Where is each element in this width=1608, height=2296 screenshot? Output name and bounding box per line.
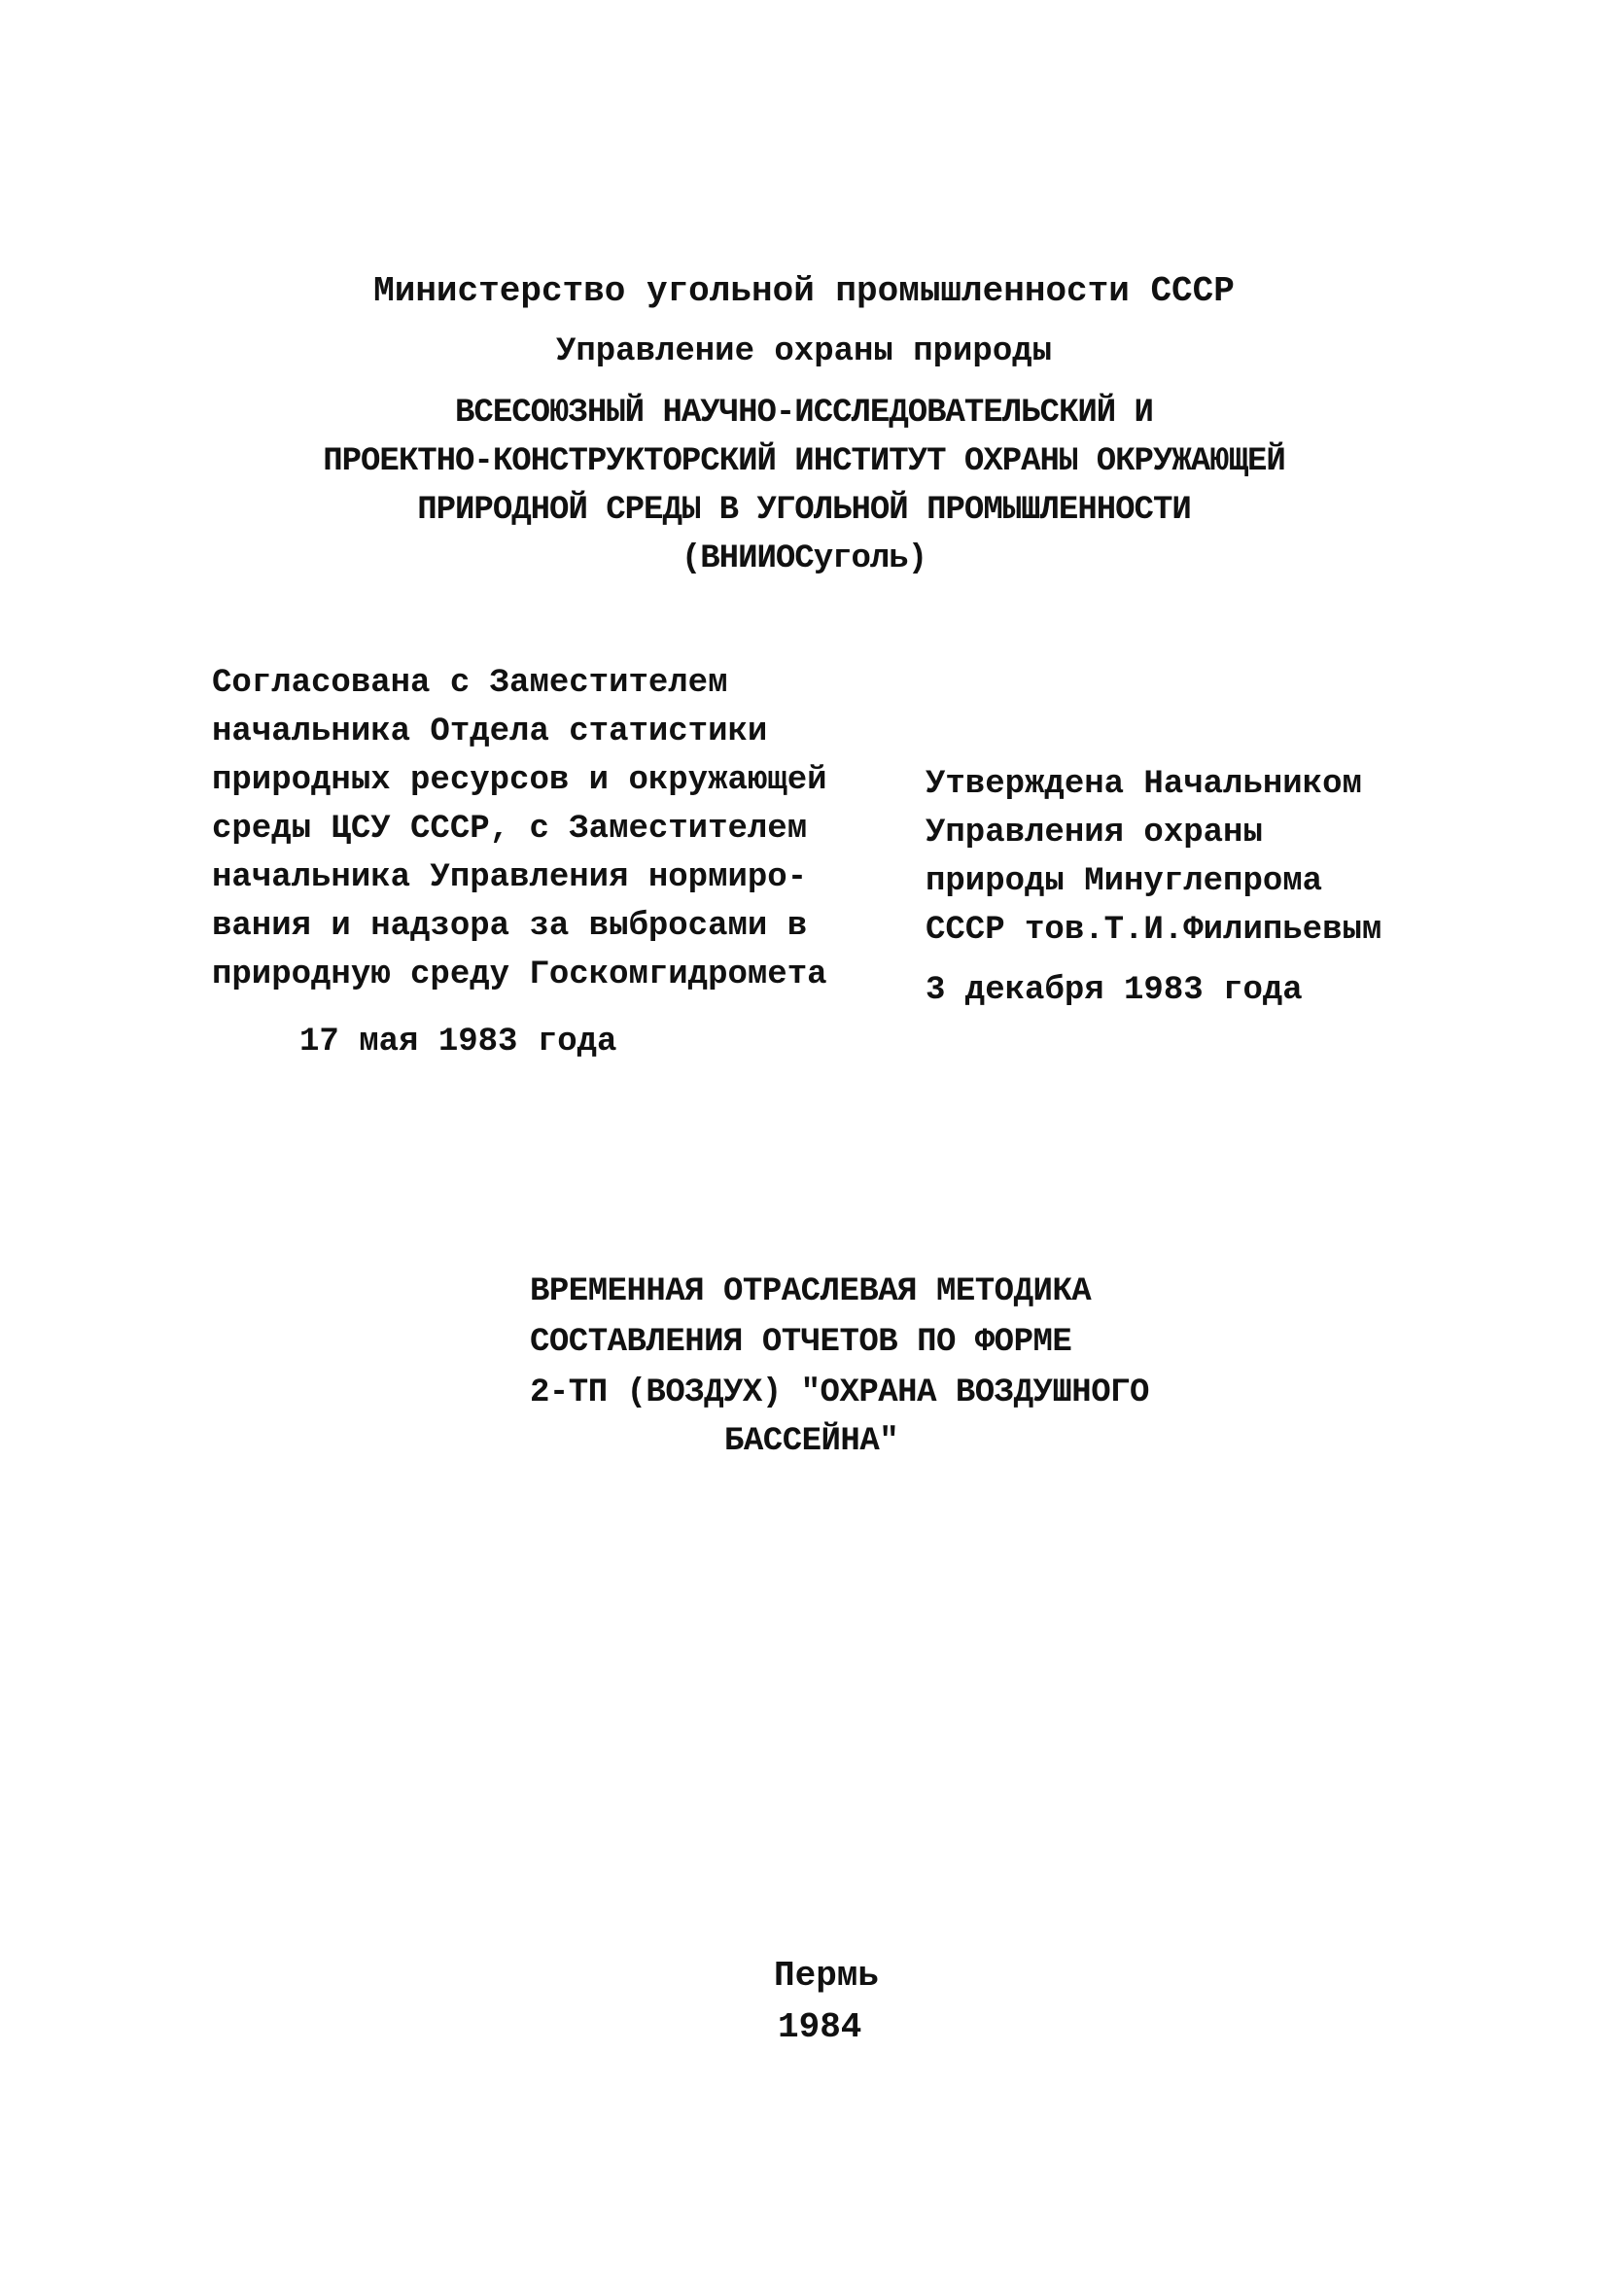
agreed-line-3: природных ресурсов и окружающей — [212, 762, 827, 799]
agreed-line-2: начальника Отдела статистики — [212, 713, 768, 750]
agreed-date: 17 мая 1983 года — [299, 1024, 617, 1061]
approved-line-1: Утверждена Начальником — [926, 766, 1362, 803]
ministry-name: Министерство угольной промышленности СССР — [373, 271, 1235, 311]
institute-line-3: ПРИРОДНОЙ СРЕДЫ В УГОЛЬНОЙ ПРОМЫШЛЕННОСТИ — [417, 492, 1191, 529]
agreed-line-1: Согласована с Заместителем — [212, 665, 728, 702]
publication-year: 1984 — [778, 2007, 862, 2047]
agreed-line-4: среды ЦСУ СССР, с Заместителем — [212, 811, 808, 848]
approved-line-4: СССР тов.Т.И.Филипьевым — [926, 912, 1382, 949]
department-name: Управление охраны природы — [555, 333, 1053, 370]
publication-city: Пермь — [774, 1956, 880, 1996]
approved-line-2: Управления охраны — [926, 815, 1263, 852]
title-line-4: БАССЕЙНА" — [724, 1423, 899, 1460]
approved-date: 3 декабря 1983 года — [926, 972, 1303, 1009]
agreed-line-7: природную среду Госкомгидромета — [212, 957, 827, 993]
institute-abbreviation: (ВНИИОСуголь) — [681, 540, 927, 577]
approved-line-3: природы Минуглепрома — [926, 863, 1323, 900]
institute-line-2: ПРОЕКТНО-КОНСТРУКТОРСКИЙ ИНСТИТУТ ОХРАНЫ ОКРУЖАЮЩЕЙ — [323, 443, 1285, 480]
title-line-1: ВРЕМЕННАЯ ОТРАСЛЕВАЯ МЕТОДИКА — [530, 1273, 1092, 1310]
title-line-3: 2-ТП (ВОЗДУХ) "ОХРАНА ВОЗДУШНОГО — [530, 1374, 1149, 1411]
institute-line-1: ВСЕСОЮЗНЫЙ НАУЧНО-ИССЛЕДОВАТЕЛЬСКИЙ И — [455, 395, 1153, 432]
agreed-line-6: вания и надзора за выбросами в — [212, 908, 808, 945]
agreed-line-5: начальника Управления нормиро- — [212, 859, 808, 896]
title-line-2: СОСТАВЛЕНИЯ ОТЧЕТОВ ПО ФОРМЕ — [530, 1324, 1072, 1361]
